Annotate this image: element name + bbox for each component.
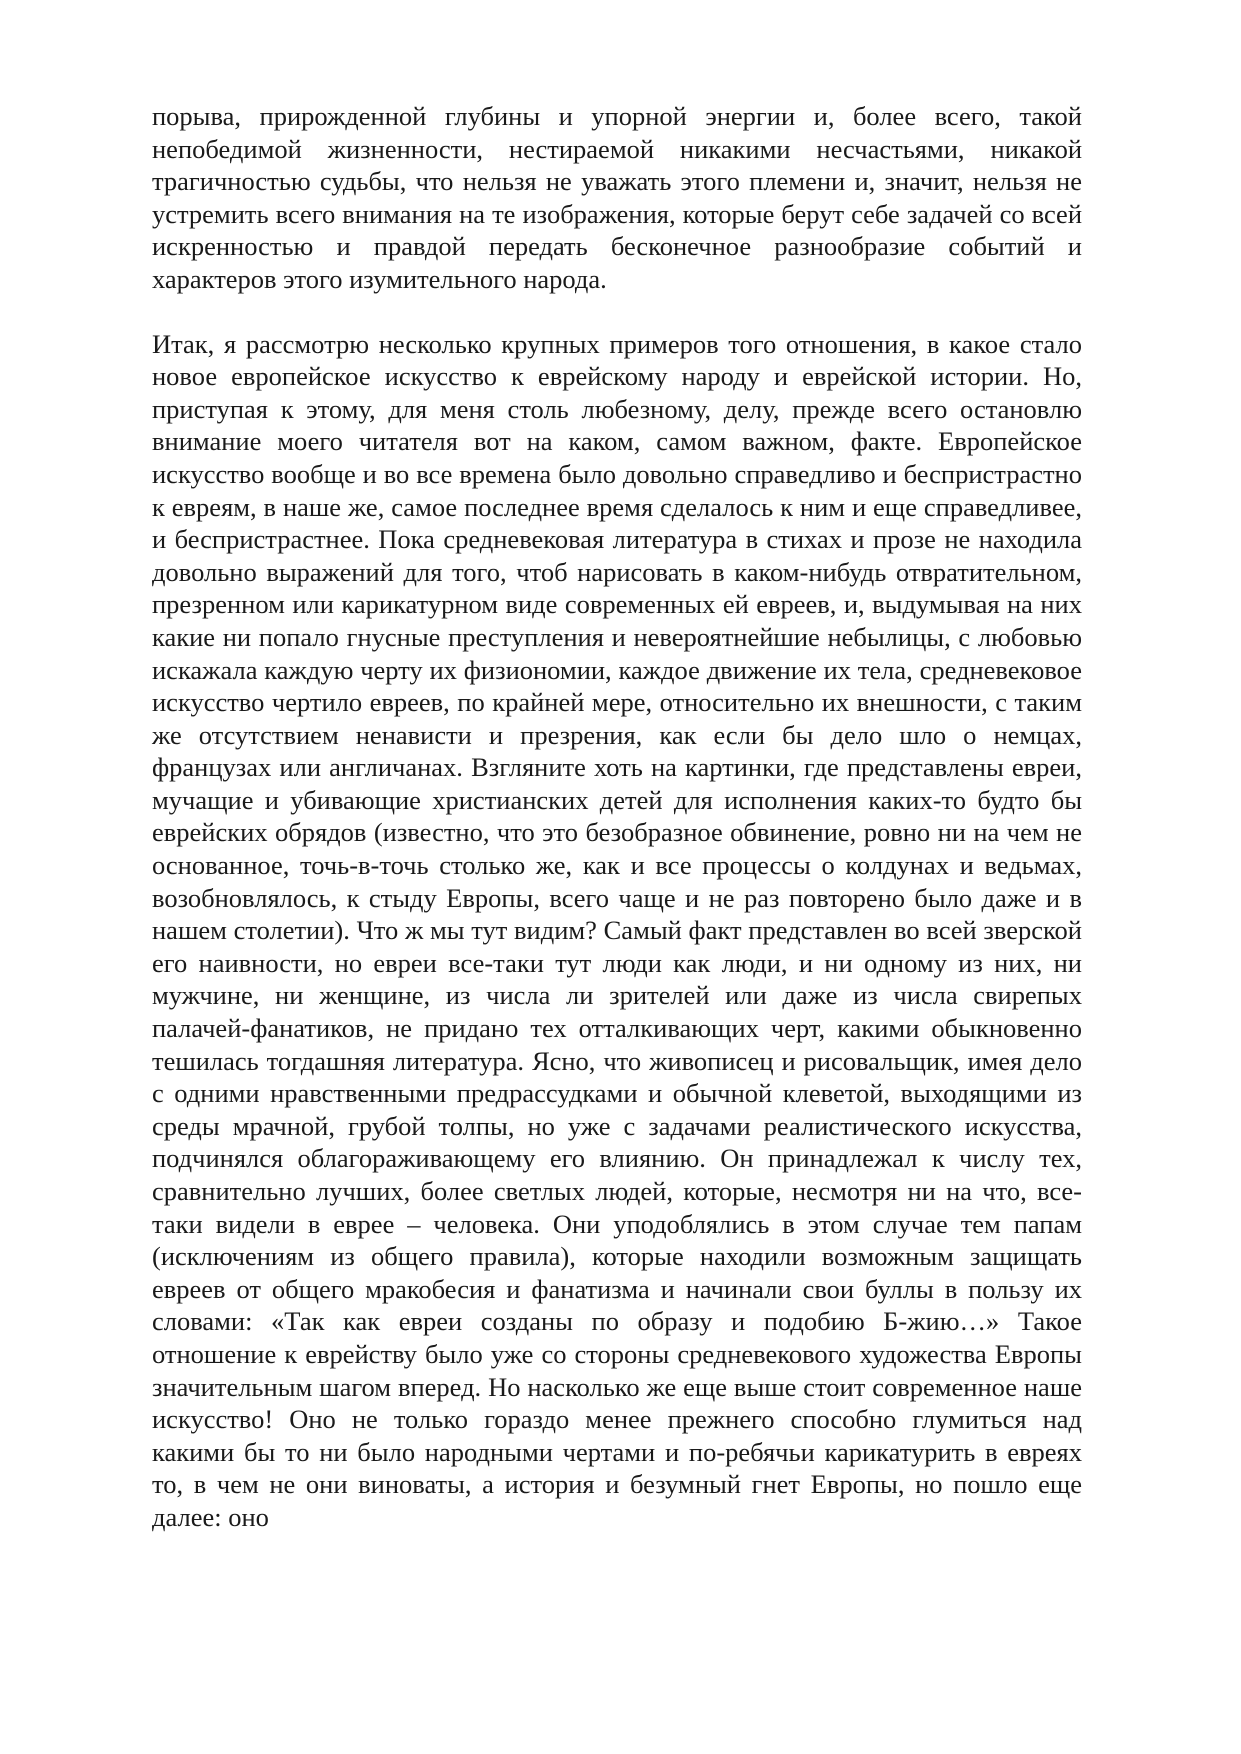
paragraph-2: Итак, я рассмотрю несколько крупных примеров того отношения, в какое стало новое европейское искусство к еврейскому народу и еврейской истории. Но, приступая к этому, для меня столь любезному, делу, прежде всего остановлю внимание моего читателя вот на каком, самом важном, факте. Европейское искусство вообще и во все времена было довольно справедливо и беспристрастно к евреям, в наше же, самое последнее время сделалось к ним и еще справедливее, и беспристрастнее. Пока средневековая литература в стихах и прозе не находила довольно выражений для того, чтоб нарисовать в каком-нибудь отвратительном, презренном или карикатурном виде современных ей евреев, и, выдумывая на них какие ни попало гнусные преступления и невероятнейшие небылицы, с любовью искажала каждую черту их физиономии, каждое движение их тела, средневековое искусство чертило евреев, по крайней мере, относительно их внешности, с таким же отсутствием ненависти и презрения, как если бы дело шло о немцах, французах или англичанах. Взгляните хоть на картинки, где представлены евреи, мучащие и убивающие христианских детей для исполнения каких-то будто бы еврейских обрядов (известно, что это безобразное обвинение, ровно ни на чем не основанное, точь-в-точь столько же, как и все процессы о колдунах и ведьмах, возобновлялось, к стыду Европы, всего чаще и не раз повторено было даже и в нашем столетии). Что ж мы тут видим? Самый факт представлен во всей зверской его наивности, но евреи все-таки тут люди как люди, и ни одному из них, ни мужчине, ни женщине, из числа ли зрителей или даже из числа свирепых палачей-фанатиков, не придано тех отталкивающих черт, какими обыкновенно тешилась тогдашняя литература. Ясно, что живописец и рисовальщик, имея дело с одними нравственными предрассудками и обычной клеветой, выходящими из среды мрачной, грубой толпы, но уже с задачами реалистического искусства, подчинялся облагораживающему его влиянию. Он принадлежал к числу тех, сравнительно лучших, более светлых людей, которые, несмотря ни на что, все-таки видели в еврее – человека. Они уподоблялись в этом случае тем папам (исключениям из общего правила), которые находили возможным защищать евреев от общего мракобесия и фанатизма и начинали свои буллы в пользу их словами: «Так как евреи созданы по образу и подобию Б-жию…» Такое отношение к еврейству было уже со стороны средневекового художества Европы значительным шагом вперед. Но насколько же еще выше стоит современное наше искусство! Оно не только гораздо менее прежнего способно глумиться над какими бы то ни было народными чертами и по-ребячьи карикатурить в евреях то, в чем не они виноваты, а история и безумный гнет Европы, но пошло еще далее: оно: [152, 328, 1082, 1532]
document-page: [152, 100, 1082, 1534]
paragraph-1: порыва, прирожденной глубины и упорной энергии и, более всего, такой непобедимой жизненности, нестираемой никакими несчастьями, никакой трагичностью судьбы, что нельзя не уважать этого племени и, значит, нельзя не устремить всего внимания на те изображения, которые берут себе задачей со всей искренностью и правдой передать бесконечное разнообразие событий и характеров этого изумительного народа.: [152, 101, 1082, 294]
